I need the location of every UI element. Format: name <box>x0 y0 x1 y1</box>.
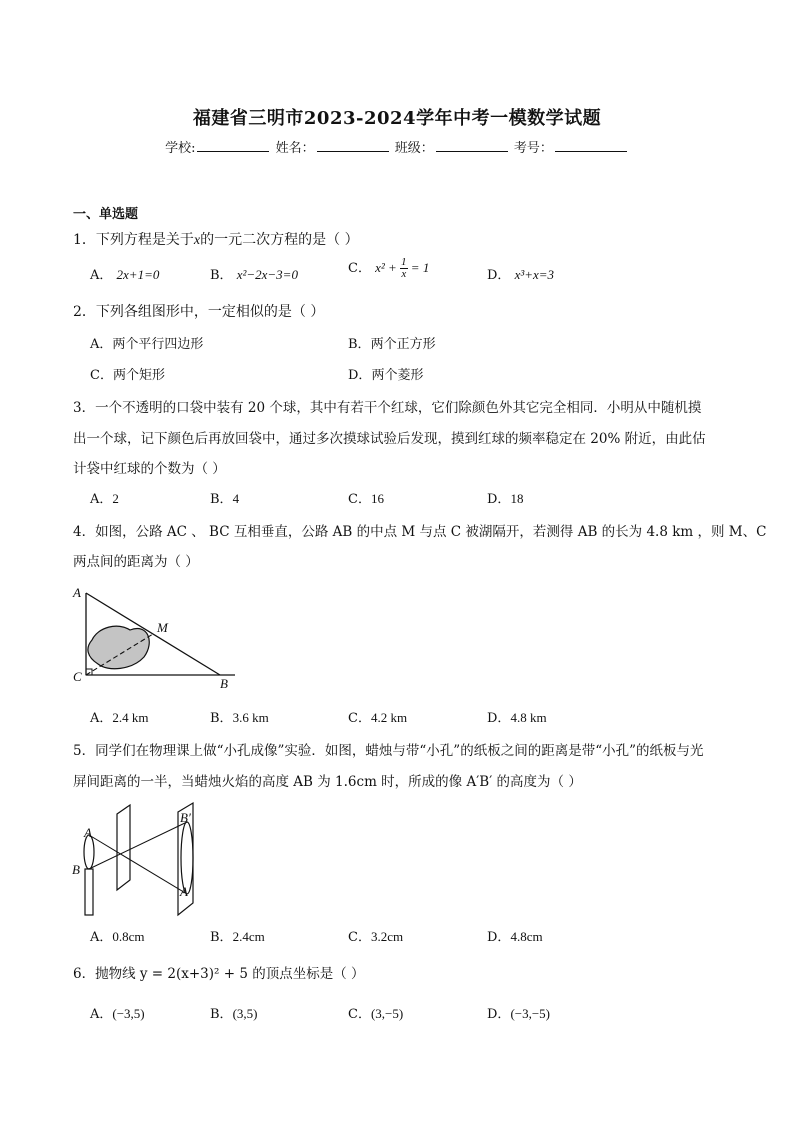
option-letter: A． <box>90 930 113 945</box>
class-field[interactable] <box>436 139 508 152</box>
q6-option-d[interactable] <box>487 1003 550 1022</box>
q1-option-b[interactable] <box>210 264 298 283</box>
option-letter: C． <box>90 368 113 383</box>
option-text: 4.8cm <box>510 929 543 944</box>
fraction <box>400 257 408 280</box>
q3-option-a[interactable] <box>90 488 119 507</box>
question-6-stem: 6．抛物线 y = 2(x+3)² + 5 的顶点坐标是（ ） <box>73 966 365 982</box>
candle-flame <box>84 835 94 869</box>
exam-no-label: 考号： <box>513 141 553 156</box>
option-letter: A． <box>90 1007 113 1022</box>
option-text: 4 <box>232 491 240 506</box>
option-letter: D． <box>487 930 511 945</box>
q5-option-b[interactable] <box>210 926 265 945</box>
option-text: (−3,5) <box>112 1006 145 1021</box>
option-text: 3.6 km <box>232 710 269 725</box>
option-letter: A． <box>90 268 113 283</box>
question-4-stem-line2: 两点间的距离为（ ） <box>73 554 199 570</box>
q1-option-a[interactable] <box>90 264 159 283</box>
q3-option-c[interactable] <box>348 488 384 507</box>
option-text: 4.8 km <box>510 710 547 725</box>
option-text: 2.4cm <box>232 929 265 944</box>
option-letter: B． <box>210 711 233 726</box>
school-label: 学校: <box>165 141 196 156</box>
q4-option-b[interactable] <box>210 707 269 726</box>
q1-option-d[interactable] <box>487 264 554 283</box>
q6-option-b[interactable] <box>210 1003 257 1022</box>
q1-stem-part: 1．下列方程是关于 <box>73 232 194 248</box>
question-5-stem-line2: 屏间距离的一半，当蜡烛火焰的高度 AB 为 1.6cm 时，所成的像 A′B′ 的高度为（ ） <box>73 774 582 790</box>
lake-shape <box>88 626 149 669</box>
option-letter: D． <box>348 368 372 383</box>
fraction-denominator: x <box>401 268 407 280</box>
question-3-stem-line3: 计袋中红球的个数为（ ） <box>73 461 226 477</box>
question-5-stem-line1: 5．同学们在物理课上做“小孔成像”实验．如图，蜡烛与带“小孔”的纸板之间的距离是带“小孔”的纸板与光 <box>73 743 704 759</box>
option-text: 两个正方形 <box>370 337 436 352</box>
option-letter: C． <box>348 930 371 945</box>
option-letter: A． <box>90 711 113 726</box>
option-letter: B． <box>210 1007 233 1022</box>
label-b: B <box>220 676 228 691</box>
option-letter: C． <box>348 261 371 276</box>
option-text: 18 <box>510 491 524 506</box>
option-text: 2.4 km <box>112 710 149 725</box>
label-b-prime: B′ <box>180 810 191 825</box>
option-text: (3,−5) <box>370 1006 404 1021</box>
option-letter: C． <box>348 492 371 507</box>
name-field[interactable] <box>317 139 389 152</box>
option-letter: A． <box>90 337 113 352</box>
q2-option-b[interactable] <box>348 333 436 352</box>
q5-pinhole-figure <box>70 800 220 920</box>
option-text: 2x+1=0 <box>116 267 160 282</box>
option-letter: B． <box>210 930 233 945</box>
option-text: 0.8cm <box>112 929 145 944</box>
option-text: (−3,−5) <box>510 1006 551 1021</box>
label-a: A <box>73 585 81 600</box>
exam-no-field[interactable] <box>555 139 627 152</box>
section-header: 一、单选题 <box>73 207 139 222</box>
q5-option-c[interactable] <box>348 926 403 945</box>
q4-option-c[interactable] <box>348 707 407 726</box>
q6-option-a[interactable] <box>90 1003 145 1022</box>
option-letter: A． <box>90 492 113 507</box>
q3-option-b[interactable] <box>210 488 239 507</box>
name-label: 姓名： <box>275 141 315 156</box>
q1-stem-var: x <box>193 233 201 248</box>
q2-option-a[interactable] <box>90 333 203 352</box>
option-text: 3.2cm <box>370 929 404 944</box>
option-letter: B． <box>210 492 233 507</box>
q4-triangle-figure <box>70 580 250 692</box>
question-1-stem <box>73 229 359 249</box>
q2-option-c[interactable] <box>90 364 165 383</box>
q4-option-a[interactable] <box>90 707 149 726</box>
q5-option-a[interactable] <box>90 926 145 945</box>
option-text: 4.2 km <box>370 710 408 725</box>
option-text: 两个菱形 <box>371 368 424 383</box>
pinhole-board <box>117 805 130 890</box>
option-text: 2 <box>112 491 119 506</box>
option-letter: D． <box>487 268 511 283</box>
question-4-stem-line1: 4．如图，公路 AC 、 BC 互相垂直，公路 AB 的中点 M 与点 C 被湖隔开，若测得 AB 的长为 4.8 km ，则 M、C <box>73 524 767 540</box>
label-a: A <box>84 825 92 840</box>
question-3-stem-line2: 出一个球，记下颜色后再放回袋中，通过多次摸球试验后发现，摸到红球的频率稳定在 20% 附近，由此估 <box>73 431 706 447</box>
light-ray-b <box>89 822 187 869</box>
class-label: 班级： <box>394 141 434 156</box>
student-info-line <box>0 137 794 156</box>
option-text: 两个矩形 <box>112 368 165 383</box>
page-title: 福建省三明市2023-2024学年中考一模数学试题 <box>192 108 602 129</box>
question-2-stem: 2．下列各组图形中，一定相似的是（ ） <box>73 304 325 320</box>
q1-option-c[interactable] <box>348 257 429 280</box>
option-letter: B． <box>210 268 233 283</box>
fraction-numerator: 1 <box>401 256 407 268</box>
school-field[interactable] <box>197 139 269 152</box>
option-text: 16 <box>370 491 384 506</box>
option-letter: C． <box>348 1007 371 1022</box>
candle-body <box>85 869 93 915</box>
option-text: x²−2x−3=0 <box>236 267 298 282</box>
option-text: x³+x=3 <box>514 267 555 282</box>
question-3-stem-line1: 3．一个不透明的口袋中装有 20 个球，其中有若干个红球，它们除颜色外其它完全相同．小明从中随机摸 <box>73 400 702 416</box>
option-text: 两个平行四边形 <box>112 337 204 352</box>
option-text: (3,5) <box>232 1006 258 1021</box>
label-a-prime: A′ <box>180 884 191 899</box>
q4-option-d[interactable] <box>487 707 547 726</box>
option-letter: D． <box>487 711 511 726</box>
label-b: B <box>72 862 80 877</box>
light-ray-a <box>89 835 187 894</box>
q6-option-c[interactable] <box>348 1003 403 1022</box>
q5-option-d[interactable] <box>487 926 543 945</box>
option-letter: D． <box>487 492 511 507</box>
option-letter: C． <box>348 711 371 726</box>
option-letter: D． <box>487 1007 511 1022</box>
label-c: C <box>73 669 82 684</box>
option-text: x² + <box>375 260 401 275</box>
option-text: = 1 <box>407 260 430 275</box>
label-m: M <box>157 620 168 635</box>
q3-option-d[interactable] <box>487 488 523 507</box>
q2-option-d[interactable] <box>348 364 423 383</box>
q1-stem-part: 的一元二次方程的是（ ） <box>200 232 359 248</box>
option-letter: B． <box>348 337 371 352</box>
